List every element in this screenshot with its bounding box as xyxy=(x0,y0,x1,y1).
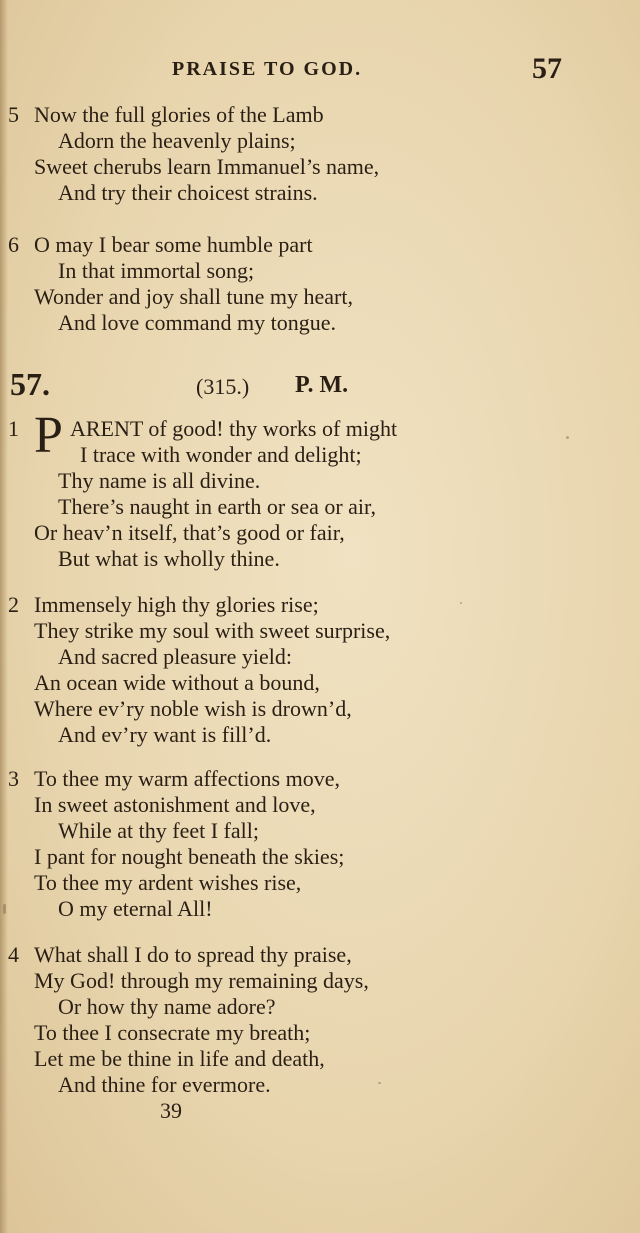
paper-speck xyxy=(566,436,569,439)
page-number: 57 xyxy=(532,52,562,85)
verse-line: Or how thy name adore? xyxy=(58,994,276,1019)
verse-line: To thee my warm affections move, xyxy=(34,766,340,791)
paper-speck xyxy=(378,1082,381,1084)
hymn-heading xyxy=(0,366,640,406)
verse-line: In that immortal song; xyxy=(58,258,255,283)
stanza-number: 1 xyxy=(8,416,19,441)
verse-line: To thee I consecrate my breath; xyxy=(34,1020,311,1045)
paper-speck xyxy=(3,904,6,914)
stanza-number: 6 xyxy=(8,232,19,257)
verse-line: Or heav’n itself, that’s good or fair, xyxy=(34,520,345,545)
stanza-number: 2 xyxy=(8,592,19,617)
verse-line: There’s naught in earth or sea or air, xyxy=(58,494,376,519)
hymn-reference: (315.) xyxy=(196,374,250,399)
verse-line: But what is wholly thine. xyxy=(58,546,280,571)
verse-line: Let me be thine in life and death, xyxy=(34,1046,325,1071)
verse-line: What shall I do to spread thy praise, xyxy=(34,942,352,967)
verse-line: And try their choicest strains. xyxy=(58,180,318,205)
verse-line: I trace with wonder and delight; xyxy=(80,442,362,467)
verse-line: Where ev’ry noble wish is drown’d, xyxy=(34,696,352,721)
page-gutter-shadow xyxy=(0,0,8,1233)
hymn-meter: P. M. xyxy=(295,372,349,398)
verse-line: They strike my soul with sweet surprise, xyxy=(34,618,391,643)
drop-cap: P xyxy=(34,407,63,464)
verse-line: And sacred pleasure yield: xyxy=(58,644,292,669)
paper-speck xyxy=(460,602,462,604)
verse-line: Now the full glories of the Lamb xyxy=(34,102,324,127)
verse-line: While at thy feet I fall; xyxy=(58,818,259,843)
verse-line: Adorn the heavenly plains; xyxy=(58,128,296,153)
verse-line: ARENT of good! thy works of might xyxy=(70,416,398,441)
verse-line: And thine for evermore. xyxy=(58,1072,271,1097)
verse-line: An ocean wide without a bound, xyxy=(34,670,320,695)
verse-line: Sweet cherubs learn Immanuel’s name, xyxy=(34,154,380,179)
hymn-number: 57. xyxy=(10,366,50,402)
verse-line: O may I bear some humble part xyxy=(34,232,313,257)
signature-mark: 39 xyxy=(160,1098,182,1123)
verse-line: Wonder and joy shall tune my heart, xyxy=(34,284,353,309)
verse-line: Immensely high thy glories rise; xyxy=(34,592,319,617)
verse-line: I pant for nought beneath the skies; xyxy=(34,844,345,869)
verse-line: My God! through my remaining days, xyxy=(34,968,369,993)
verse-line: In sweet astonishment and love, xyxy=(34,792,316,817)
page-header xyxy=(0,52,640,86)
verse-line: O my eternal All! xyxy=(58,896,213,921)
verse-line: And ev’ry want is fill’d. xyxy=(58,722,272,747)
verse-line: To thee my ardent wishes rise, xyxy=(34,870,302,895)
running-title: PRAISE TO GOD. xyxy=(172,58,363,80)
stanza-number: 5 xyxy=(8,102,19,127)
stanza-number: 4 xyxy=(8,942,19,967)
stanza-number: 3 xyxy=(8,766,19,791)
verse-line: Thy name is all divine. xyxy=(58,468,261,493)
verse-line: And love command my tongue. xyxy=(58,310,337,335)
